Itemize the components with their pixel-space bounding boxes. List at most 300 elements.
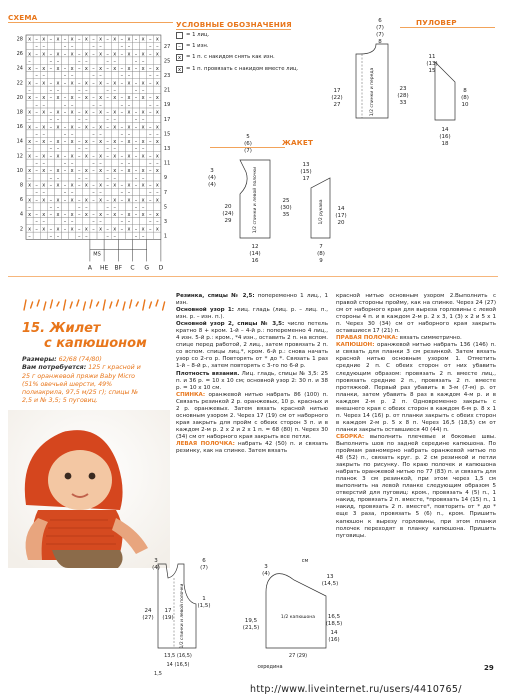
chart-symbol: x: [56, 51, 60, 58]
jacket-sleeve-top-number: (15): [300, 169, 312, 175]
pullover-sleeve-side-number: (8): [461, 95, 469, 101]
chart-symbol: –: [120, 102, 124, 109]
section-label: ЛЕВАЯ ПОЛОЧКА:: [176, 440, 235, 447]
chart-symbol: –: [78, 204, 81, 211]
pullover-piece-label: 1/2 спинки и переда: [370, 67, 375, 117]
chart-symbol: x: [70, 211, 74, 218]
chart-symbol: x: [84, 182, 88, 189]
chart-symbol: –: [35, 80, 38, 87]
chart-symbol: –: [28, 146, 31, 153]
pullover-mid-number: 23: [399, 86, 407, 92]
jacket-bottom-number: 12: [251, 244, 259, 250]
legend-text-together: = 1 п. провязать с накидом вместе лиц.: [186, 66, 299, 72]
chart-symbol: x: [56, 153, 60, 160]
decorative-dash: [143, 300, 145, 310]
chart-symbol: x: [155, 138, 159, 145]
row-number-left: 26: [16, 51, 23, 58]
chart-symbol: x: [99, 226, 103, 233]
row-number-left: 16: [16, 124, 23, 131]
decorative-dash: [70, 302, 72, 308]
chart-symbol: x: [127, 182, 131, 189]
pullover-sleeve-side-number: 8: [463, 88, 467, 94]
article-title: [22, 322, 100, 335]
row-number-left: 12: [16, 153, 23, 160]
chart-symbol: x: [42, 138, 46, 145]
chart-symbol: x: [70, 80, 74, 87]
chart-symbol: x: [113, 197, 117, 204]
row-number-left: 14: [16, 138, 23, 145]
chart-symbol: –: [106, 204, 109, 211]
chart-symbol: –: [141, 175, 145, 182]
chart-symbol: –: [49, 204, 53, 211]
chart-symbol: x: [70, 138, 74, 145]
chart-symbol: –: [70, 190, 74, 196]
legend-symbol-knit: [176, 32, 183, 39]
chart-symbol: –: [63, 168, 67, 175]
chart-symbol: –: [28, 58, 31, 65]
chart-symbol: –: [35, 153, 38, 160]
chart-symbol: x: [99, 138, 103, 145]
instruction-paragraph: [336, 434, 496, 540]
pullover-heading: ПУЛОВЕР: [416, 18, 457, 27]
chart-symbol: –: [85, 146, 88, 153]
vest-left2-number: 17: [164, 608, 172, 614]
chart-symbol: –: [78, 51, 81, 58]
row-number-right: 17: [163, 116, 171, 123]
jacket-sleeve-label: 1/2 рукава: [319, 199, 324, 225]
chart-symbol: –: [78, 211, 81, 218]
chart-symbol: –: [106, 138, 109, 145]
chart-symbol: –: [99, 160, 102, 167]
instruction-paragraph: [176, 441, 328, 455]
vest-pattern-diagrams: [8, 556, 343, 677]
chart-symbol: –: [156, 73, 159, 80]
chart-symbol: x: [113, 95, 117, 102]
chart-symbol: –: [149, 153, 152, 160]
paragraph-heading: Основной узор 2, спицы № 3,5:: [176, 321, 285, 328]
chart-symbol: x: [141, 51, 145, 58]
decorative-dash: [163, 302, 165, 310]
chart-symbol: –: [113, 117, 116, 123]
section-label: СПИНКА:: [176, 391, 206, 398]
chart-symbol: x: [28, 95, 32, 102]
section-label: СБОРКА:: [336, 433, 365, 440]
chart-symbol: x: [84, 109, 88, 116]
chart-symbol: –: [63, 182, 67, 189]
chart-symbol: –: [127, 73, 131, 80]
paragraph-text: красной нитью основным узором 2.Выполнить с правой стороны пройму, как на спинке. Через 24 (27) см от наборного края для выреза горловины с левой стороны 4 п. и в каждом 2-м р. 2 x 3, 1 (3) x 2 и 5 x 1 п. Через 30 (34) см от наборного края закрыть оставшиеся 17 (21) п.: [336, 293, 496, 335]
chart-symbol: –: [63, 124, 67, 131]
chart-symbol: –: [156, 44, 159, 50]
jacket-sleeve-bottom-number: 7: [319, 244, 323, 250]
chart-symbol: x: [127, 153, 131, 160]
chart-symbol: –: [141, 117, 145, 123]
legend-symbol-together: x: [177, 67, 182, 73]
chart-symbol: x: [70, 168, 74, 175]
chart-symbol: –: [35, 197, 38, 204]
chart-symbol: –: [141, 146, 145, 153]
jacket-sleeve-side-number: 14: [337, 206, 345, 212]
chart-symbol: –: [35, 219, 38, 226]
decorative-dash: [37, 300, 39, 306]
jacket-sleeve-top-number: 17: [302, 176, 310, 182]
materials-value: 125 г красной и 25 г оранжевой пряжи Baby Micro (51% овечьей шерсти, 49% полиакрила, 97,5 м/25 г); спицы № 2,5 и № 3,5; 5 пуговиц.: [22, 364, 141, 405]
chart-symbol: x: [42, 65, 46, 72]
chart-symbol: –: [156, 190, 159, 196]
chart-symbol: –: [156, 160, 159, 167]
chart-symbol: –: [134, 80, 138, 87]
chart-symbol: x: [141, 182, 145, 189]
decorative-dash: [24, 300, 26, 310]
chart-symbol: –: [134, 36, 138, 43]
chart-symbol: –: [63, 160, 67, 167]
chart-symbol: –: [49, 146, 53, 153]
chart-symbol: –: [85, 204, 88, 211]
chart-symbol: x: [113, 226, 117, 233]
hood-right-number: (18,5): [325, 621, 343, 627]
chart-symbol: –: [92, 80, 95, 87]
decorative-dash: [57, 302, 59, 306]
chart-symbol: x: [56, 80, 60, 87]
chart-symbol: x: [99, 95, 103, 102]
chart-symbol: –: [63, 95, 67, 102]
chart-symbol: –: [120, 73, 124, 80]
hood-piece-label: 1/2 капюшона: [280, 615, 316, 620]
chart-symbol: –: [106, 168, 109, 175]
chart-symbol: –: [149, 73, 152, 80]
jacket-bottom-number: 16: [251, 258, 259, 264]
chart-symbol: x: [127, 51, 131, 58]
row-number-right: 21: [163, 87, 171, 94]
row-number-left: 22: [16, 80, 23, 87]
sizes-label: Размеры:: [22, 356, 57, 363]
chart-symbol: x: [155, 109, 159, 116]
chart-symbol: –: [149, 51, 152, 58]
chart-symbol: –: [106, 87, 109, 94]
chart-symbol: –: [35, 226, 38, 233]
chart-symbol: –: [134, 182, 138, 189]
chart-symbol: –: [134, 65, 138, 72]
chart-symbol: –: [35, 131, 38, 138]
chart-symbol: –: [42, 160, 45, 167]
chart-symbol: –: [106, 197, 109, 204]
jacket-top-number: (7): [244, 148, 252, 154]
instruction-paragraph: [176, 392, 328, 441]
row-number-left: 6: [19, 197, 23, 204]
instructions-column-3: [336, 293, 496, 673]
chart-symbol: –: [78, 80, 81, 87]
chart-symbol: –: [134, 87, 138, 94]
chart-symbol: –: [149, 190, 152, 196]
chart-symbol: x: [99, 211, 103, 218]
chart-symbol: –: [49, 175, 53, 182]
paragraph-heading: Плотность вязания.: [176, 370, 240, 377]
chart-symbol: x: [141, 95, 145, 102]
vest-left-number: (27): [142, 615, 154, 621]
chart-symbol: x: [70, 182, 74, 189]
hood-bottom-number: 27 (29): [288, 653, 308, 659]
chart-symbol: –: [63, 226, 67, 233]
jacket-mid-number: 25: [282, 198, 290, 204]
chart-symbol: –: [149, 44, 152, 50]
chart-symbol: –: [85, 58, 88, 65]
chart-symbol: –: [78, 95, 81, 102]
chart-symbol: –: [149, 124, 152, 131]
pullover-sleeve-side-number: 10: [461, 102, 469, 108]
chart-symbol: x: [155, 65, 159, 72]
chart-bottom-letter: BF: [114, 264, 123, 272]
chart-symbol: x: [127, 124, 131, 131]
chart-symbol: –: [92, 168, 95, 175]
chart-symbol: x: [42, 182, 46, 189]
chart-symbol: x: [84, 95, 88, 102]
chart-symbol: x: [28, 211, 32, 218]
chart-symbol: –: [113, 146, 116, 153]
chart-symbol: x: [155, 211, 159, 218]
chart-symbol: –: [156, 131, 159, 138]
chart-symbol: x: [155, 197, 159, 204]
chart-symbol: –: [120, 36, 124, 43]
chart-symbol: x: [127, 211, 131, 218]
pullover-right-number: (13): [426, 61, 438, 67]
chart-symbol: –: [120, 95, 124, 102]
chart-symbol: –: [149, 226, 152, 233]
chart-symbol: –: [78, 233, 81, 240]
sizes-value: 62/68 (74/80): [56, 356, 102, 363]
jacket-mid-number: (30): [280, 205, 292, 211]
decorative-dash: [90, 300, 92, 308]
chart-symbol: x: [42, 80, 46, 87]
chart-symbol: –: [127, 219, 131, 226]
chart-symbol: –: [49, 124, 53, 131]
chart-symbol: x: [113, 80, 117, 87]
chart-symbol: –: [149, 65, 152, 72]
chart-symbol: x: [56, 168, 60, 175]
chart-symbol: –: [141, 58, 145, 65]
chart-symbol: –: [149, 131, 152, 138]
chart-symbol: x: [99, 153, 103, 160]
chart-symbol: –: [42, 219, 45, 226]
chart-symbol: –: [35, 65, 38, 72]
chart-symbol: –: [141, 233, 145, 240]
chart-symbol: –: [28, 87, 31, 94]
hood-right-small-number: (16): [328, 637, 340, 643]
pullover-top-number: 8: [378, 39, 382, 45]
article-title-line1: Жилет: [49, 321, 101, 336]
chart-symbol: x: [141, 211, 145, 218]
chart-symbol: –: [78, 117, 81, 123]
chart-symbol: –: [134, 51, 138, 58]
chart-symbol: x: [84, 211, 88, 218]
row-number-left: 10: [16, 167, 23, 174]
row-number-right: 11: [163, 160, 171, 167]
chart-symbol: x: [56, 109, 60, 116]
row-number-right: 23: [163, 73, 171, 79]
chart-symbol: –: [56, 58, 60, 65]
row-number-left: 2: [19, 226, 23, 233]
chart-symbol: –: [106, 233, 109, 240]
chart-symbol: x: [56, 226, 60, 233]
vest-top2-number: 6: [202, 558, 206, 564]
chart-symbol: –: [78, 65, 81, 72]
chart-symbol: –: [78, 36, 81, 43]
vest-left-number: 24: [144, 608, 152, 614]
chart-symbol: –: [35, 211, 38, 218]
page-number: 29: [484, 664, 494, 672]
chart-symbol: –: [49, 109, 53, 116]
chart-symbol: –: [106, 117, 109, 123]
chart-symbol: x: [155, 168, 159, 175]
chart-symbol: x: [113, 109, 117, 116]
chart-symbol: –: [106, 226, 109, 233]
chart-symbol: –: [134, 138, 138, 145]
chart-symbol: –: [78, 87, 81, 94]
chart-symbol: –: [106, 175, 109, 182]
chart-symbol: –: [56, 175, 60, 182]
hood-center-label: середина: [257, 664, 283, 670]
chart-bottom-letter: HE: [99, 264, 109, 272]
chart-symbol: –: [106, 80, 109, 87]
chart-symbol: –: [78, 182, 81, 189]
chart-symbol: –: [92, 160, 95, 167]
instruction-paragraph: [176, 293, 328, 307]
chart-symbol: –: [106, 51, 109, 58]
chart-symbol: –: [85, 87, 88, 94]
chart-symbol: –: [49, 58, 53, 65]
chart-symbol: x: [70, 124, 74, 131]
chart-symbol: –: [106, 153, 109, 160]
decorative-dash: [110, 302, 112, 308]
legend-heading-rule: [176, 29, 291, 30]
chart-symbol: –: [120, 219, 124, 226]
chart-symbol: –: [134, 204, 138, 211]
chart-symbol: –: [70, 44, 74, 50]
chart-symbol: –: [42, 73, 45, 80]
chart-symbol: –: [49, 87, 53, 94]
row-number-left: 4: [19, 211, 23, 218]
chart-symbol: –: [92, 211, 95, 218]
chart-symbol: –: [56, 87, 60, 94]
paragraph-text: вязать симметрично.: [397, 335, 462, 342]
chart-symbol: –: [63, 211, 67, 218]
chart-symbol: –: [42, 44, 45, 50]
chart-symbol: x: [84, 168, 88, 175]
chart-symbol: –: [99, 219, 102, 226]
hood-inner-number: 3: [264, 564, 268, 570]
chart-symbol: –: [63, 73, 67, 80]
chart-symbol: –: [106, 109, 109, 116]
chart-symbol: –: [35, 138, 38, 145]
chart-symbol: x: [84, 197, 88, 204]
materials-label: Вам потребуется:: [22, 364, 87, 372]
chart-symbol: –: [149, 219, 152, 226]
chart-symbol: –: [134, 226, 138, 233]
chart-symbol: x: [28, 109, 32, 116]
vest-left2-number: (19): [162, 615, 174, 621]
source-url: http://www.liveinternet.ru/users/4410765/: [250, 684, 462, 695]
chart-symbol: x: [28, 226, 32, 233]
chart-symbol: x: [70, 95, 74, 102]
chart-symbol: –: [149, 109, 152, 116]
chart-symbol: x: [42, 153, 46, 160]
row-number-left: 20: [16, 94, 23, 101]
jacket-mid-number: 35: [282, 212, 290, 218]
chart-symbol: x: [113, 182, 117, 189]
section-label: ПРАВАЯ ПОЛОЧКА:: [336, 335, 398, 342]
chart-symbol: x: [113, 65, 117, 72]
chart-symbol: –: [149, 138, 152, 145]
decorative-dash: [64, 300, 66, 310]
decorative-dash: [50, 300, 52, 308]
chart-symbol: –: [120, 190, 124, 196]
row-number-right: 13: [163, 146, 171, 152]
scheme-heading: СХЕМА: [8, 13, 38, 22]
chart-symbol: –: [63, 219, 67, 226]
chart-symbol: –: [149, 36, 152, 43]
pullover-left-number: 27: [333, 102, 341, 108]
chart-symbol: –: [35, 168, 38, 175]
knitting-chart: [8, 30, 188, 270]
chart-symbol: x: [127, 226, 131, 233]
scheme-heading-rule: [8, 22, 173, 23]
chart-symbol: –: [35, 102, 38, 109]
chart-symbol: x: [155, 80, 159, 87]
hood-left-number: (21,5): [242, 625, 260, 631]
chart-symbol: x: [141, 138, 145, 145]
chart-symbol: –: [120, 153, 124, 160]
chart-symbol: –: [56, 146, 60, 153]
chart-symbol: –: [63, 190, 67, 196]
pullover-top-number: 6: [378, 18, 382, 24]
chart-symbol: –: [78, 197, 81, 204]
chart-symbol: –: [120, 109, 124, 116]
chart-symbol: –: [99, 131, 102, 138]
chart-symbol: –: [78, 175, 81, 182]
chart-symbol: –: [42, 131, 45, 138]
vest-bottom2-number: 14 (16,5): [166, 662, 190, 668]
vest-right-number: (1,5): [197, 603, 211, 609]
chart-bottom-letter: A: [87, 264, 92, 272]
chart-symbol: –: [78, 153, 81, 160]
chart-symbol: –: [141, 87, 145, 94]
chart-symbol: x: [113, 124, 117, 131]
chart-symbol: x: [28, 153, 32, 160]
chart-symbol: x: [28, 124, 32, 131]
instruction-paragraph: [176, 371, 328, 392]
chart-symbol: x: [155, 36, 159, 43]
hood-right-number: 16,5: [327, 614, 341, 620]
chart-symbol: –: [120, 160, 124, 167]
decorative-dash: [77, 300, 79, 306]
legend-text-purl: = 1 изн.: [186, 43, 209, 49]
chart-symbol: –: [120, 131, 124, 138]
chart-bottom-letter: C: [130, 264, 135, 272]
chart-symbol: x: [84, 51, 88, 58]
chart-symbol: x: [99, 168, 103, 175]
chart-symbol: –: [35, 95, 38, 102]
chart-symbol: –: [49, 226, 53, 233]
chart-symbol: –: [92, 153, 95, 160]
chart-symbol: x: [28, 36, 32, 43]
row-number-right: 1: [163, 233, 168, 240]
chart-symbol: x: [70, 65, 74, 72]
chart-bottom-letter: D: [158, 264, 164, 272]
chart-symbol: x: [70, 51, 74, 58]
chart-symbol: x: [42, 197, 46, 204]
baby-photo: [8, 410, 170, 568]
instruction-paragraph: [176, 321, 328, 370]
chart-symbol: –: [85, 117, 88, 123]
